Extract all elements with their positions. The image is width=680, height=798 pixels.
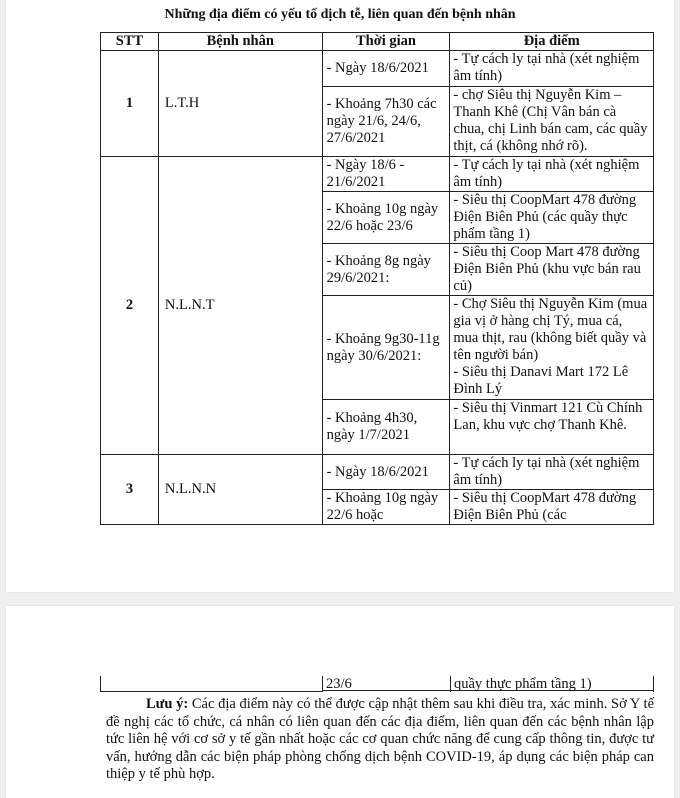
place-cell: - Siêu thị CoopMart 478 đường Điện Biên Phủ (các: [450, 490, 654, 525]
document-title: Những địa điểm có yếu tố dịch tễ, liên quan đến bệnh nhân: [164, 7, 516, 22]
document-page-1: [6, 0, 674, 592]
place-cell: - Tự cách ly tại nhà (xét nghiệm âm tính): [450, 157, 654, 192]
table-row: [101, 455, 654, 490]
place-cell: quầy thực phẩm tầng 1): [450, 676, 654, 691]
table-row: [101, 51, 654, 87]
place-cell: - chợ Siêu thị Nguyễn Kim – Thanh Khê (Chị Vân bán cà chua, chị Linh bán cam, các quầy thịt, cá (không nhớ rõ).: [450, 87, 654, 157]
header-place: Địa điểm: [450, 33, 654, 51]
note-text: Các địa điểm này có thể được cập nhật thêm sau khi điều tra, xác minh. Sở Y tế đề nghị các tổ chức, cá nhân có liên quan đến các địa điểm, liên quan đến các bệnh nhân lập tức liên hệ với cơ sở y tế gần nhất hoặc các cơ quan chức năng để cung cấp thông tin, được tư vấn, hướng dẫn các biện pháp phòng chống dịch bệnh COVID-19, áp dụng các biện pháp can thiệp y tế phù hợp.: [106, 696, 654, 783]
time-cell: - Khoảng 8g ngày 29/6/2021:: [322, 244, 450, 296]
time-cell: - Khoảng 4h30, ngày 1/7/2021: [322, 400, 450, 455]
place-cell: - Siêu thị CoopMart 478 đường Điện Biên Phủ (các quầy thực phẩm tầng 1): [450, 192, 654, 244]
table-row: [101, 157, 654, 192]
note-label: Lưu ý:: [146, 696, 189, 712]
table-header-row: [101, 33, 654, 51]
time-cell: - Ngày 18/6 - 21/6/2021: [322, 157, 450, 192]
header-time: Thời gian: [322, 33, 450, 51]
time-cell: - Khoảng 7h30 các ngày 21/6, 24/6, 27/6/2021: [322, 87, 450, 157]
place-line: - Siêu thị Danavi Mart 172 Lê Đình Lý: [453, 364, 629, 397]
epidemiology-table: [100, 32, 654, 525]
time-cell: - Khoảng 10g ngày 22/6 hoặc 23/6: [322, 192, 450, 244]
table-continuation-row: [100, 676, 654, 692]
stt-cell: 2: [101, 157, 159, 455]
header-patient: Bệnh nhân: [158, 33, 322, 51]
note-paragraph: [106, 696, 654, 784]
time-cell: 23/6: [322, 676, 450, 691]
time-cell: - Khoảng 9g30-11g ngày 30/6/2021:: [322, 296, 450, 400]
place-line: - Chợ Siêu thị Nguyễn Kim (mua gia vị ở hàng chị Tý, mua cá, mua thịt, rau (không biết quầy và tên người bán): [453, 296, 648, 363]
place-cell: - Siêu thị Vinmart 121 Cù Chính Lan, khu vực chợ Thanh Khê.: [450, 400, 654, 455]
stt-cell: 3: [101, 455, 159, 525]
patient-cell: N.L.N.T: [158, 157, 322, 455]
place-cell: - Tự cách ly tại nhà (xét nghiệm âm tính): [450, 51, 654, 87]
document-page-2: [6, 606, 674, 798]
place-cell: [450, 296, 654, 400]
stt-cell: 1: [101, 51, 159, 157]
patient-cell: N.L.N.N: [158, 455, 322, 525]
time-cell: - Ngày 18/6/2021: [322, 51, 450, 87]
header-stt: STT: [101, 33, 159, 51]
time-cell: - Khoảng 10g ngày 22/6 hoặc: [322, 490, 450, 525]
place-cell: - Tự cách ly tại nhà (xét nghiệm âm tính): [450, 455, 654, 490]
place-cell: - Siêu thị Coop Mart 478 đường Điện Biên Phủ (khu vực bán rau củ): [450, 244, 654, 296]
time-cell: - Ngày 18/6/2021: [322, 455, 450, 490]
patient-cell: L.T.H: [158, 51, 322, 157]
